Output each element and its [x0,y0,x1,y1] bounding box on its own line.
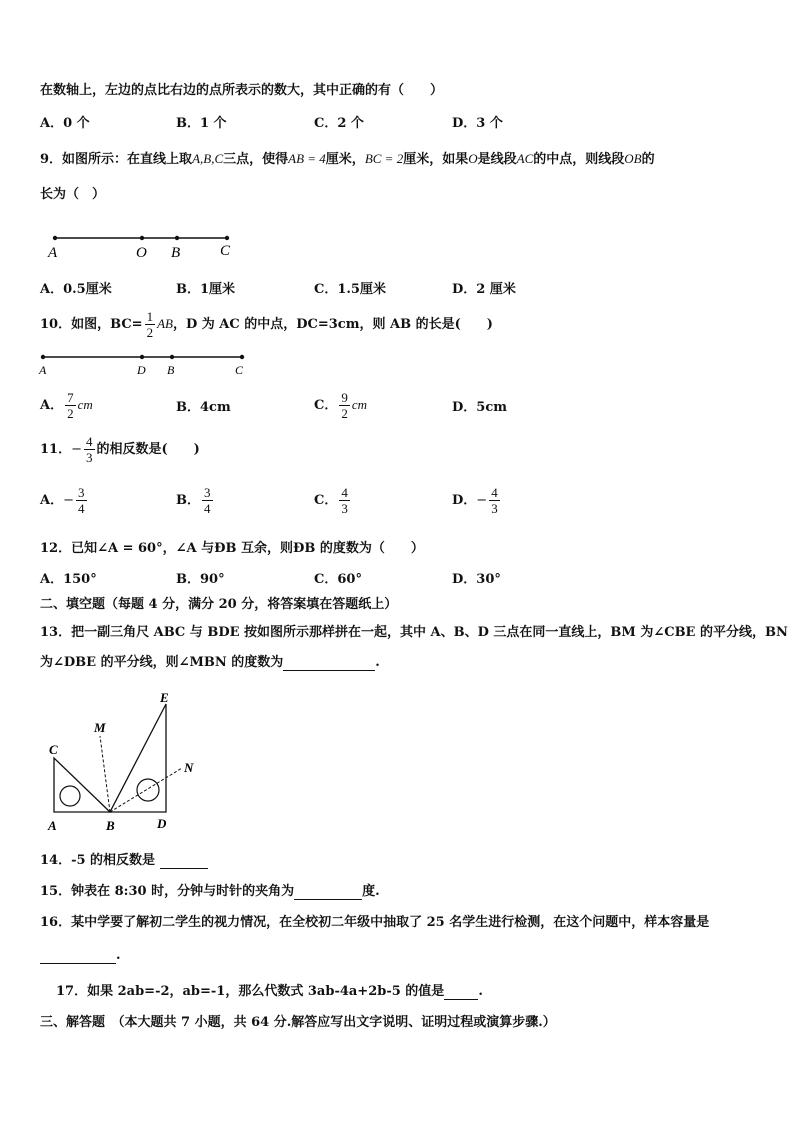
q14-answer-blank[interactable] [160,868,208,869]
q11-option-a-den: 4 [78,501,85,516]
q9-label-a: A [48,245,58,261]
q10-option-b: B．4cm [176,400,231,415]
q11-option-c [314,485,352,516]
q10-fraction [145,309,156,340]
q14-stem [40,853,208,869]
q10-label-a: A [39,363,47,377]
q12-option-d: D．30° [452,572,501,587]
q10-point-d [140,355,144,359]
q9-option-d: D．2 厘米 [452,282,516,297]
q9-text-f: 的中点，则线段 [533,152,625,167]
q10-option-a-unit: cm [77,397,93,412]
q10-text-a: 如图， [71,317,111,332]
q17-text-a: 17．如果 2ab=-2，ab=-1，那么代数式 3ab-4a+2b-5 的值是 [56,984,445,999]
section-3-heading: 三、解答题 （本大题共 7 小题，共 64 分.解答应写出文字说明、证明过程或演算步骤.） [40,1015,556,1030]
q9-point-o [140,236,144,240]
q13-label-e: E [160,690,169,705]
q13-ray-bm [100,736,110,812]
q11-fraction [84,434,95,465]
q9-stem [40,151,655,168]
q11-stem [40,434,200,465]
q10-option-a-fraction [65,390,76,421]
q11-num: 4 [86,434,93,449]
q11-text: 的相反数是( ) [96,442,200,457]
q8-option-a: A．0 个 [40,116,90,131]
q9-text-d: 厘米，如果 [403,152,469,167]
q13-label-m: M [94,720,106,735]
q15-text-b: 度. [362,884,380,899]
q9-stem-line2: 长为（ ） [40,187,106,202]
q10-option-a-num: 7 [67,390,74,405]
q13-line2-end: . [375,655,380,670]
q9-points: A,B,C [192,151,224,166]
q11-option-d-label: D． [452,493,477,508]
q10-text-b: ，D 为 AC 的中点，DC=3cm，则 AB 的长是( ) [172,317,493,332]
q10-frac-den: 2 [146,325,154,340]
q11-option-d-num: 4 [491,485,498,500]
q11-option-a-label: A． [40,493,64,508]
q10-frac-num: 1 [146,309,154,324]
q9-label-b: B [171,245,181,261]
q9-text-b: 三点，使得 [223,152,289,167]
q13-label-n: N [184,760,194,775]
q13-stem-line2 [40,655,380,671]
q9-point-c [225,236,229,240]
q9-option-c: C．1.5厘米 [314,282,386,297]
q11-den: 3 [86,450,93,465]
q13-triangle-abc [54,758,110,812]
q9-option-b: B．1厘米 [176,282,236,297]
q16-answer-line [40,948,121,964]
q9-option-a: A．0.5厘米 [40,282,112,297]
q13-hole-left [60,786,80,806]
q9-text-c: 厘米， [325,152,365,167]
q12-option-c: C．60° [314,572,362,587]
q9-label-o: O [136,245,147,261]
q10-point-a [41,355,45,359]
q16-end: . [116,948,121,963]
q8-option-d: D．3 个 [452,116,503,131]
q10-option-c-unit: cm [351,397,368,412]
q13-triangle-figure [40,688,210,836]
q11-option-b-fraction [202,485,213,516]
q12-option-b: B．90° [176,572,225,587]
q10-label-c: C [235,363,244,377]
q9-point-a [53,236,57,240]
q10-option-a [40,390,93,421]
q10-option-c-num: 9 [341,390,348,405]
q10-option-a-den: 2 [67,406,74,421]
q8-tail-text: 在数轴上，左边的点比右边的点所表示的数大，其中正确的有（ ） [40,83,444,98]
q10-label-d: D [137,363,146,377]
q11-option-c-fraction [339,485,350,516]
q14-text: 14．-5 的相反数是 [40,853,156,868]
q12-stem: 12．已知∠A = 60°，∠A 与ÐB 互余，则ÐB 的度数为（ ） [40,541,424,556]
q13-line2-text: 为∠DBE 的平分线，则∠MBN 的度数为 [40,655,284,670]
q16-stem: 16．某中学要了解初二学生的视力情况，在全校初二年级中抽取了 25 名学生进行检测，在这个问题中，样本容量是 [40,915,710,930]
q9-bc-eq: BC = 2 [364,151,404,166]
q9-text-a: 如图所示：在直线上取 [62,152,193,167]
q13-label-c: C [49,742,58,757]
q15-answer-blank[interactable] [294,899,362,900]
q17-text-b: . [478,984,483,999]
q10-option-c-den: 2 [341,406,348,421]
q9-ab-eq: AB = 4 [288,151,326,166]
q10-point-c [240,355,244,359]
section-2-heading: 二、填空题（每题 4 分，满分 20 分，将答案填在答题纸上） [40,597,398,612]
q10-option-c-fraction [339,390,350,421]
q11-option-d-fraction [489,485,500,516]
q10-number: 10． [40,317,72,332]
q13-label-b: B [106,818,115,833]
q8-option-c: C．2 个 [314,116,364,131]
q9-label-c: C [220,243,231,259]
q11-option-d [452,485,502,516]
q17-stem [56,984,483,1000]
q10-option-a-label: A． [40,398,64,413]
q11-option-d-sign: − [476,493,488,508]
q9-text-g: 的 [641,152,655,167]
q11-option-b-den: 4 [204,501,211,516]
q12-option-a: A．150° [40,572,97,587]
q9-ac: AC [516,151,534,166]
q9-ob: OB [624,151,642,166]
q17-answer-blank[interactable] [444,999,478,1000]
q13-hole-right [137,779,159,801]
q11-option-d-den: 3 [491,501,498,516]
q11-option-a-num: 3 [78,485,85,500]
q11-option-b-num: 3 [204,485,211,500]
q13-label-d: D [157,816,167,831]
q9-number: 9． [40,152,63,167]
q15-text-a: 15．钟表在 8:30 时，分钟与时针的夹角为 [40,884,295,899]
q10-stem [40,309,493,340]
q16-answer-blank[interactable] [40,963,116,964]
q9-o: O [468,151,478,166]
q13-label-a: A [48,818,57,833]
q11-option-b-label: B． [176,493,200,508]
q11-option-b [176,485,215,516]
q15-stem [40,884,380,900]
q11-option-c-label: C． [314,493,338,508]
q10-label-b: B [167,363,175,377]
q11-option-c-den: 3 [341,501,348,516]
q8-option-b: B．1 个 [176,116,227,131]
q9-point-b [175,236,179,240]
q10-option-c-label: C． [314,398,338,413]
q10-bc: BC= [110,317,143,332]
q11-minus: − [71,442,82,457]
q11-option-a-sign: − [63,493,74,508]
q11-option-a-fraction [76,485,87,516]
q10-point-b [170,355,174,359]
q13-stem-line1: 13．把一副三角尺 ABC 与 BDE 按如图所示那样拼在一起，其中 A、B、D 三点在同一直线上，BM 为∠CBE 的平分线，BN [40,625,788,640]
q11-number: 11． [40,442,72,457]
q11-option-c-num: 4 [341,485,348,500]
q10-ab: AB [157,316,173,331]
q10-option-d: D．5cm [452,400,507,415]
q13-answer-blank[interactable] [283,670,375,671]
q9-line-figure [40,228,260,264]
q11-option-a [40,485,89,516]
q10-option-c [314,390,367,421]
q10-line-figure [36,350,256,380]
q9-text-e: 是线段 [477,152,517,167]
